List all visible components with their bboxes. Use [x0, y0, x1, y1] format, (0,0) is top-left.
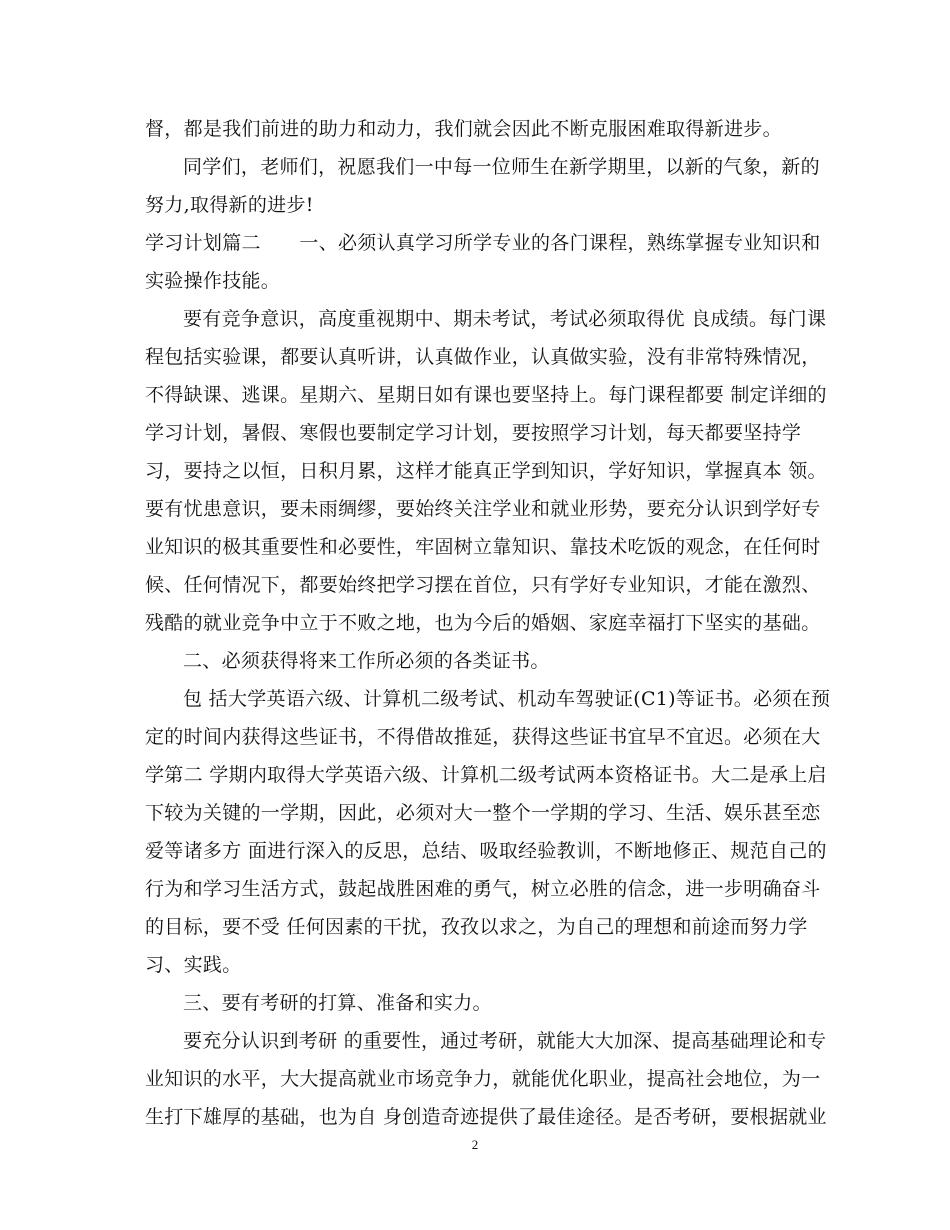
- text-line: 的目标，要不受 任何因素的干扰，孜孜以求之，为自己的理想和前途而努力学: [145, 916, 808, 938]
- text-line: 业知识的极其重要性和必要性，牢固树立靠知识、靠技术吃饭的观念，在任何时: [145, 536, 821, 558]
- text-line: 程包括实验课，都要认真听讲，认真做作业，认真做实验，没有非常特殊情况，: [145, 346, 821, 368]
- text-line: 行为和学习生活方式，鼓起战胜困难的勇气，树立必胜的信念，进一步明确奋斗: [145, 878, 821, 900]
- text-line: 学习计划，暑假、寒假也要制定学习计划，要按照学习计划，每天都要坚持学: [145, 422, 802, 444]
- text-line: 努力,取得新的进步!: [145, 194, 314, 216]
- text-line: 二、必须获得将来工作所必须的各类证书。: [183, 650, 550, 672]
- text-line: 习、实践。: [145, 954, 242, 976]
- text-line: 督，都是我们前进的助力和动力，我们就会因此不断克服困难取得新进步。: [145, 118, 782, 140]
- text-line: 习，要持之以恒，日积月累，这样才能真正学到知识，学好知识，掌握真本 领。: [145, 460, 827, 482]
- text-line: 定的时间内获得这些证书，不得借故推延，获得这些证书宜早不宜迟。必须在大: [145, 726, 821, 748]
- text-line: 实验操作技能。: [145, 270, 281, 292]
- text-line: 三、要有考研的打算、准备和实力。: [183, 992, 492, 1014]
- text-line: 学第二 学期内取得大学英语六级、计算机二级考试两本资格证书。大二是承上启: [145, 764, 827, 786]
- text-line: 学习计划篇二 一、必须认真学习所学专业的各门课程，熟练掌握专业知识和: [145, 232, 821, 254]
- text-line: 爱等诸多方 面进行深入的反思，总结、吸取经验教训，不断地修正、规范自己的: [145, 840, 827, 862]
- text-line: 生打下雄厚的基础，也为自 身创造奇迹提供了最佳途径。是否考研，要根据就业: [145, 1106, 827, 1128]
- text-line: 要有忧患意识，要未雨绸缪，要始终关注学业和就业形势，要充分认识到学好专: [145, 498, 821, 520]
- page-number: 2: [471, 1137, 479, 1152]
- text-line: 残酷的就业竞争中立于不败之地，也为今后的婚姻、家庭幸福打下坚实的基础。: [145, 612, 821, 634]
- text-line: 同学们，老师们，祝愿我们一中每一位师生在新学期里，以新的气象，新的: [183, 156, 820, 178]
- text-line: 要有竞争意识，高度重视期中、期未考试，考试必须取得优 良成绩。每门课: [183, 308, 827, 330]
- text-line: 候、任何情况下，都要始终把学习摆在首位，只有学好专业知识，才能在激烈、: [145, 574, 821, 596]
- text-line: 下较为关键的一学期，因此，必须对大一整个一学期的学习、生活、娱乐甚至恋: [145, 802, 821, 824]
- text-line: 要充分认识到考研 的重要性，通过考研，就能大大加深、提高基础理论和专: [183, 1030, 827, 1052]
- text-line: 不得缺课、逃课。星期六、星期日如有课也要坚持上。每门课程都要 制定详细的: [145, 384, 827, 406]
- text-line: 包 括大学英语六级、计算机二级考试、机动车驾驶证(C1)等证书。必须在预: [183, 688, 831, 710]
- text-line: 业知识的水平，大大提高就业市场竞争力，就能优化职业，提高社会地位，为一: [145, 1068, 821, 1090]
